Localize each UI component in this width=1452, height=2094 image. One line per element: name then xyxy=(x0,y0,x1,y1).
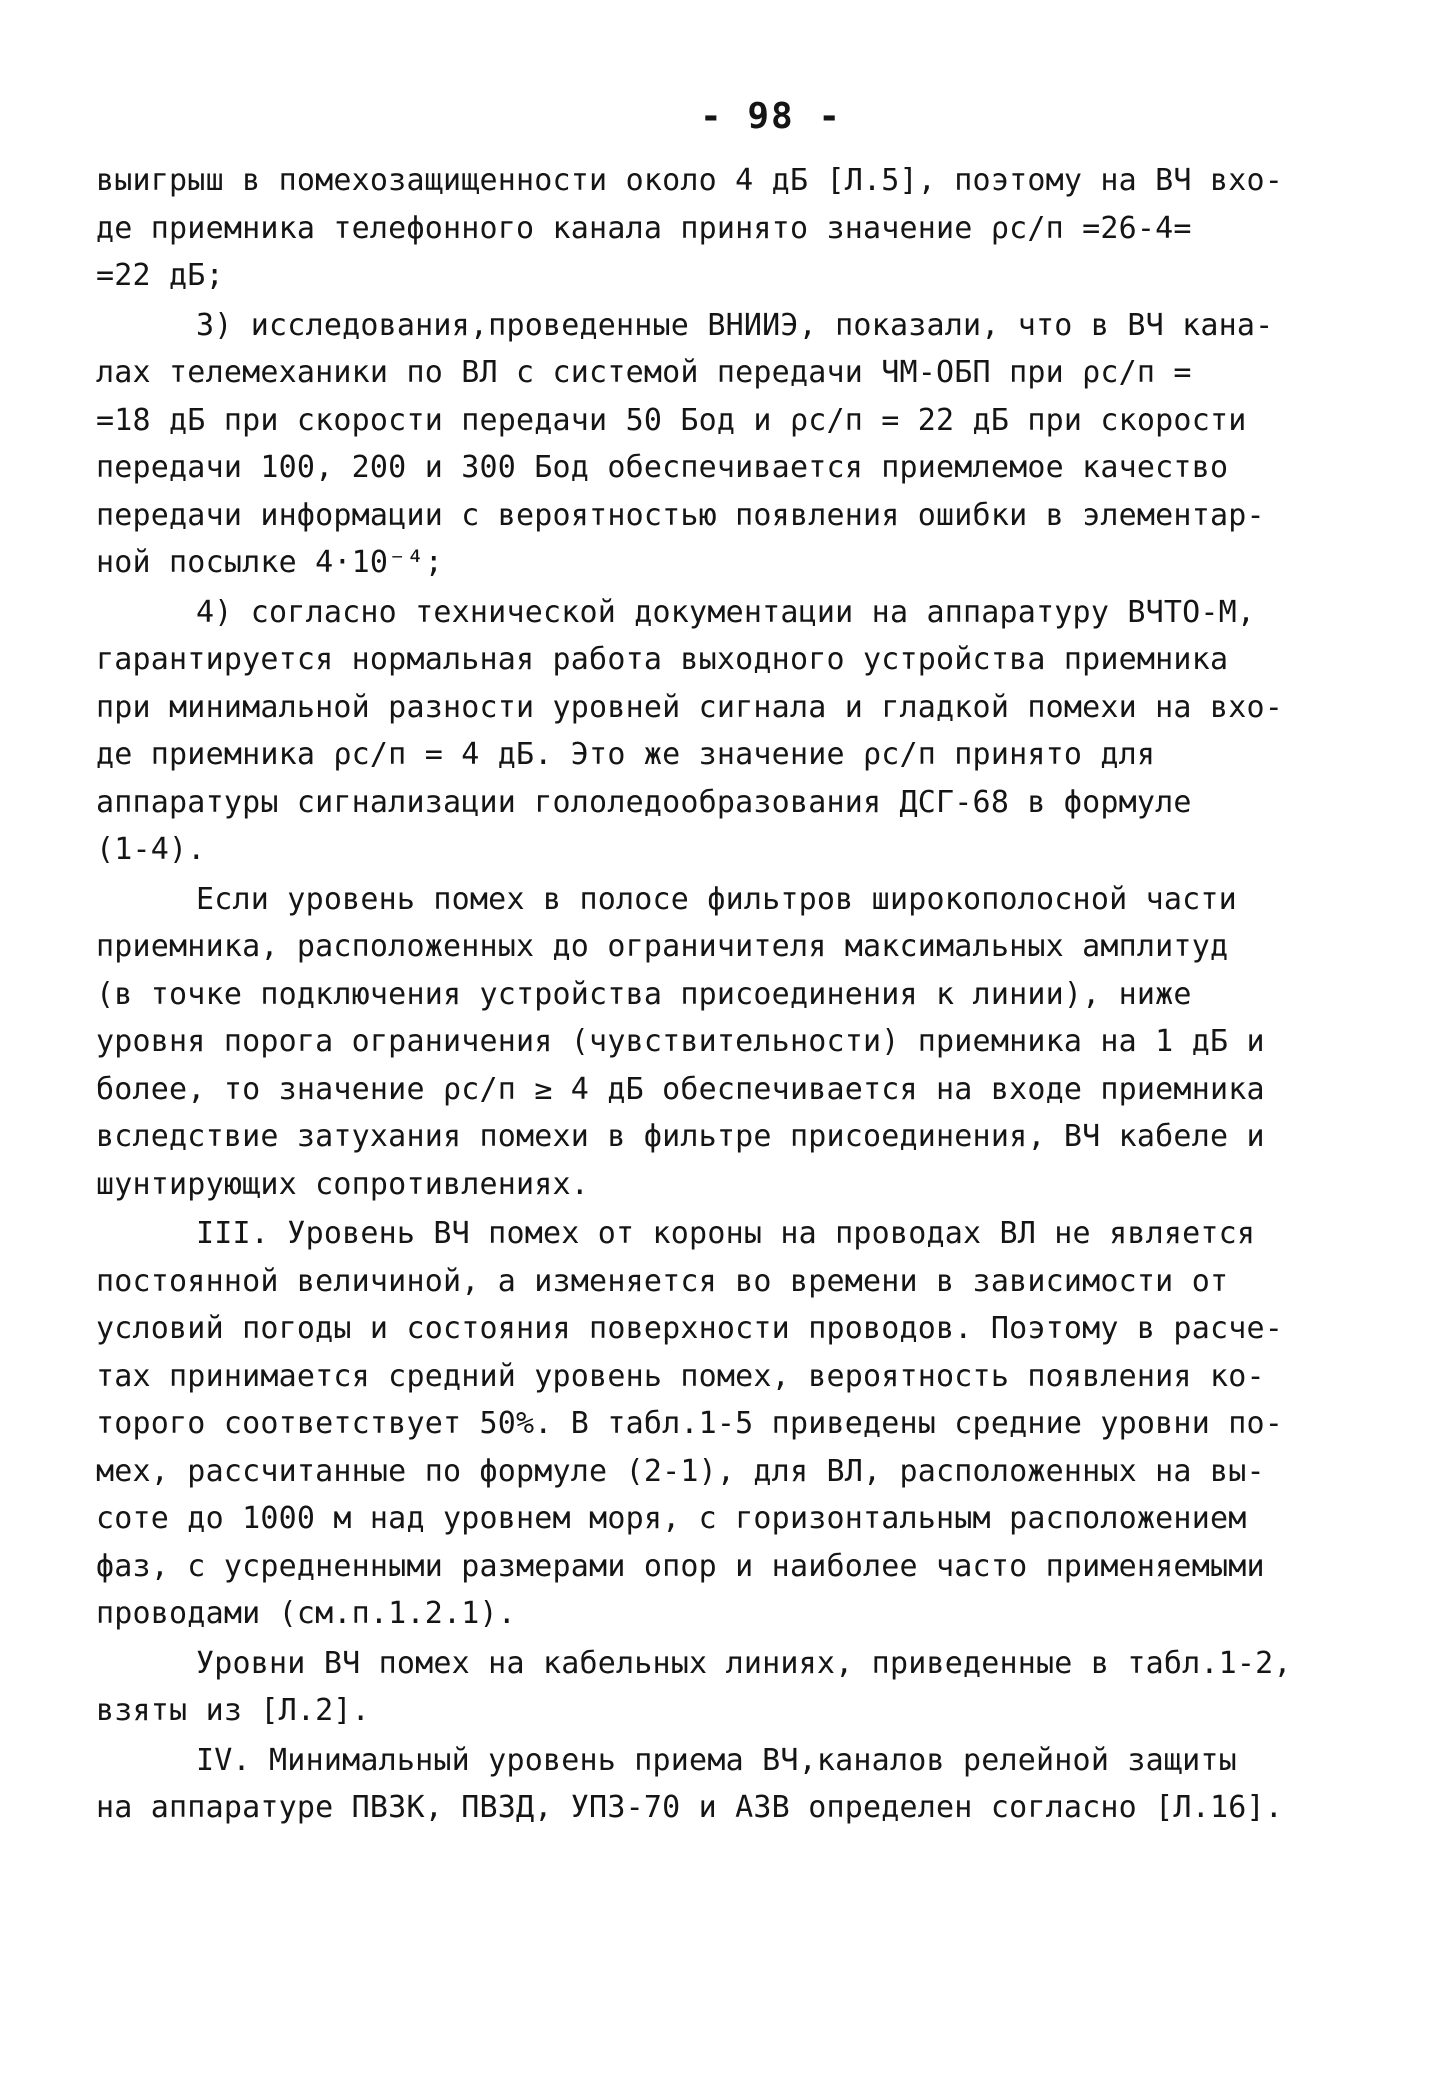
text-line: III. Уровень ВЧ помех от короны на проводах ВЛ не является xyxy=(196,1216,1256,1251)
text-line: 4) согласно технической документации на аппаратуру ВЧТО-М, xyxy=(196,594,1256,630)
text-line: вследствие затухания помехи в фильтре присоединения, ВЧ кабеле и xyxy=(96,1119,1265,1154)
text-line: =18 дБ при скорости передачи 50 Бод и ρс/п = 22 дБ при скорости xyxy=(96,402,1247,438)
text-line: более, то значение ρс/п ≥ 4 дБ обеспечивается на входе приемника xyxy=(96,1071,1265,1107)
text-line: постоянной величиной, а изменяется во времени в зависимости от xyxy=(96,1263,1229,1299)
paragraph-para-continuation xyxy=(96,157,1386,300)
text-line: тах принимается средний уровень помех, вероятность появления ко- xyxy=(96,1358,1265,1394)
text-line: на аппаратуре ПВЗК, ПВЗД, УПЗ-70 и АЗВ определен согласно [Л.16]. xyxy=(96,1790,1283,1825)
paragraph-item-4 xyxy=(96,589,1386,874)
text-line: лах телемеханики по ВЛ с системой передачи ЧМ-ОБП при ρс/п = xyxy=(96,355,1192,390)
text-line: приемника, расположенных до ограничителя максимальных амплитуд xyxy=(96,929,1229,964)
text-line: передачи информации с вероятностью появления ошибки в элементар- xyxy=(96,497,1265,533)
text-line: выигрыш в помехозащищенности около 4 дБ [Л.5], поэтому на ВЧ вхо- xyxy=(96,163,1283,198)
text-line: гарантируется нормальная работа выходного устройства приемника xyxy=(96,642,1229,677)
page-number: - 98 - xyxy=(699,96,843,137)
text-line: Если уровень помех в полосе фильтров широкополосной части xyxy=(196,881,1237,917)
text-line: передачи 100, 200 и 300 Бод обеспечивается приемлемое качество xyxy=(96,450,1229,485)
paragraph-para-noise-level xyxy=(96,876,1386,1209)
text-line: аппаратуры сигнализации гололедообразования ДСГ-68 в формуле xyxy=(96,784,1192,820)
text-line: (1-4). xyxy=(96,832,206,867)
text-line: =22 дБ; xyxy=(96,258,224,293)
document-page xyxy=(96,96,1386,2056)
paragraph-section-IV xyxy=(96,1737,1386,1832)
text-line: торого соответствует 50%. В табл.1-5 приведены средние уровни по- xyxy=(96,1406,1283,1441)
text-line: де приемника ρс/п = 4 дБ. Это же значение ρс/п принято для xyxy=(96,737,1156,772)
text-line: Уровни ВЧ помех на кабельных линиях, приведенные в табл.1-2, xyxy=(196,1645,1292,1681)
text-line: уровня порога ограничения (чувствительности) приемника на 1 дБ и xyxy=(96,1024,1265,1059)
text-line: IV. Минимальный уровень приема ВЧ,каналов релейной защиты xyxy=(196,1742,1237,1778)
text-line: де приемника телефонного канала принято значение ρс/п =26-4= xyxy=(96,210,1192,246)
text-line: шунтирующих сопротивлениях. xyxy=(96,1166,590,1202)
text-line: проводами (см.п.1.2.1). xyxy=(96,1596,517,1631)
paragraph-item-3 xyxy=(96,302,1386,587)
text-line: мех, рассчитанные по формуле (2-1), для ВЛ, расположенных на вы- xyxy=(96,1453,1265,1489)
text-line: условий погоды и состояния поверхности проводов. Поэтому в расче- xyxy=(96,1311,1283,1346)
text-line: 3) исследования,проведенные ВНИИЭ, показали, что в ВЧ кана- xyxy=(196,307,1274,343)
text-line: при минимальной разности уровней сигнала и гладкой помехи на вхо- xyxy=(96,689,1283,725)
text-line: соте до 1000 м над уровнем моря, с горизонтальным расположением xyxy=(96,1501,1247,1536)
paragraph-section-III xyxy=(96,1210,1386,1638)
text-line: фаз, с усредненными размерами опор и наиболее часто применяемыми xyxy=(96,1548,1265,1584)
text-line: ной посылке 4·10⁻⁴; xyxy=(96,545,443,580)
text-line: взяты из [Л.2]. xyxy=(96,1693,370,1728)
text-body xyxy=(96,157,1386,1832)
text-line: (в точке подключения устройства присоединения к линии), ниже xyxy=(96,976,1192,1012)
paragraph-para-cable-lines xyxy=(96,1640,1386,1735)
